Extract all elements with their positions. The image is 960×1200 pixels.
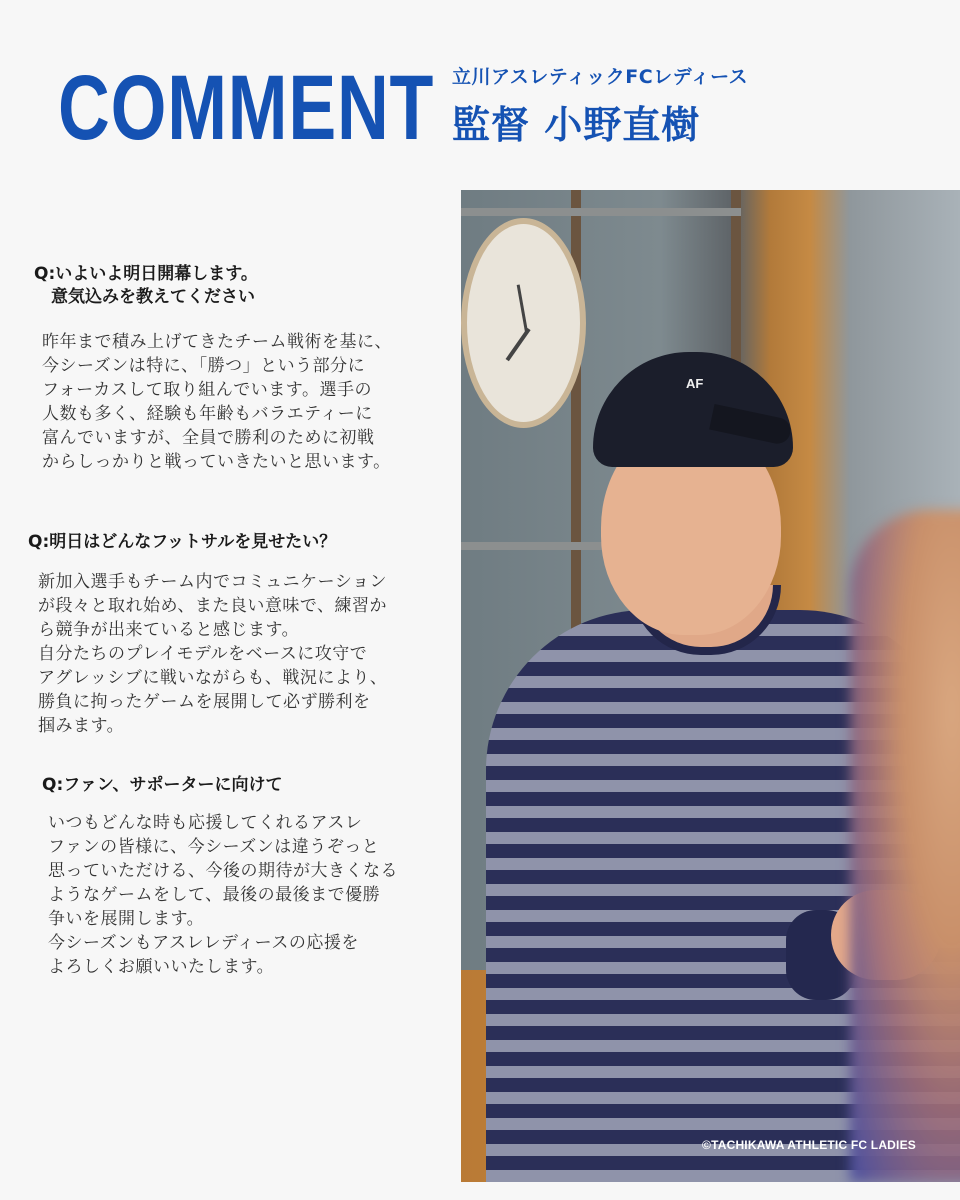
team-name: 立川アスレティックFCレディース xyxy=(452,66,749,88)
answer-line: ようなゲームをして、最後の最後まで優勝 xyxy=(48,885,381,905)
answer-line: アグレッシブに戦いながらも、戦況により、 xyxy=(38,668,388,688)
answer-line: 新加入選手もチーム内でコミュニケーション xyxy=(38,572,387,592)
question-line: Q:明日はどんなフットサルを見せたい？ xyxy=(28,532,337,552)
answer-line: 争いを展開します。 xyxy=(48,909,205,929)
answer-line: 富んでいますが、全員で勝利のために初戦 xyxy=(42,428,375,448)
answer-line: よろしくお願いいたします。 xyxy=(48,957,275,977)
answer-line: からしっかりと戦っていきたいと思います。 xyxy=(42,452,391,472)
answer-line: ファンの皆様に、今シーズンは違うぞっと xyxy=(48,837,380,857)
answer-line: いつもどんな時も応援してくれるアスレ xyxy=(48,813,363,833)
clock-hand xyxy=(506,328,531,361)
question-1 xyxy=(34,263,258,309)
page-title: COMMENT xyxy=(58,57,435,159)
answer-1 xyxy=(42,330,392,474)
question-line: Q:ファン、サポーターに向けて xyxy=(42,775,283,795)
cap-logo: AF xyxy=(686,376,704,391)
answer-line: 自分たちのプレイモデルをベースに攻守で xyxy=(38,644,368,664)
photo-credit: ©TACHIKAWA ATHLETIC FC LADIES xyxy=(702,1138,916,1152)
answer-line: が段々と取れ始め、また良い意味で、練習か xyxy=(38,596,387,616)
window-frame xyxy=(461,208,741,216)
wall-clock xyxy=(461,218,586,428)
question-line: 意気込みを教えてください xyxy=(34,286,255,307)
answer-2 xyxy=(38,570,387,738)
answer-line: 掴みます。 xyxy=(38,716,125,736)
answer-line: フォーカスして取り組んでいます。選手の xyxy=(42,380,372,400)
answer-line: 昨年まで積み上げてきたチーム戦術を基に、 xyxy=(42,332,392,352)
question-2 xyxy=(28,531,336,554)
answer-3 xyxy=(48,811,398,979)
answer-line: 人数も多く、経験も年齢もバラエティーに xyxy=(42,404,373,424)
coach-name: 監督 小野直樹 xyxy=(452,103,701,147)
cap xyxy=(593,352,793,467)
question-3 xyxy=(42,774,283,797)
clock-hand xyxy=(517,284,528,332)
answer-line: 勝負に拘ったゲームを展開して必ず勝利を xyxy=(38,692,371,712)
answer-line: 今シーズンは特に、「勝つ」という部分に xyxy=(42,356,366,376)
coach-photo xyxy=(461,190,960,1182)
blurred-foreground-person xyxy=(850,510,960,1182)
answer-line: ら競争が出来ていると感じます。 xyxy=(38,620,300,640)
answer-line: 思っていただける、今後の期待が大きくなる xyxy=(48,861,398,881)
answer-line: 今シーズンもアスレレディースの応援を xyxy=(48,933,359,953)
question-line: Q:いよいよ明日開幕します。 xyxy=(34,264,258,284)
